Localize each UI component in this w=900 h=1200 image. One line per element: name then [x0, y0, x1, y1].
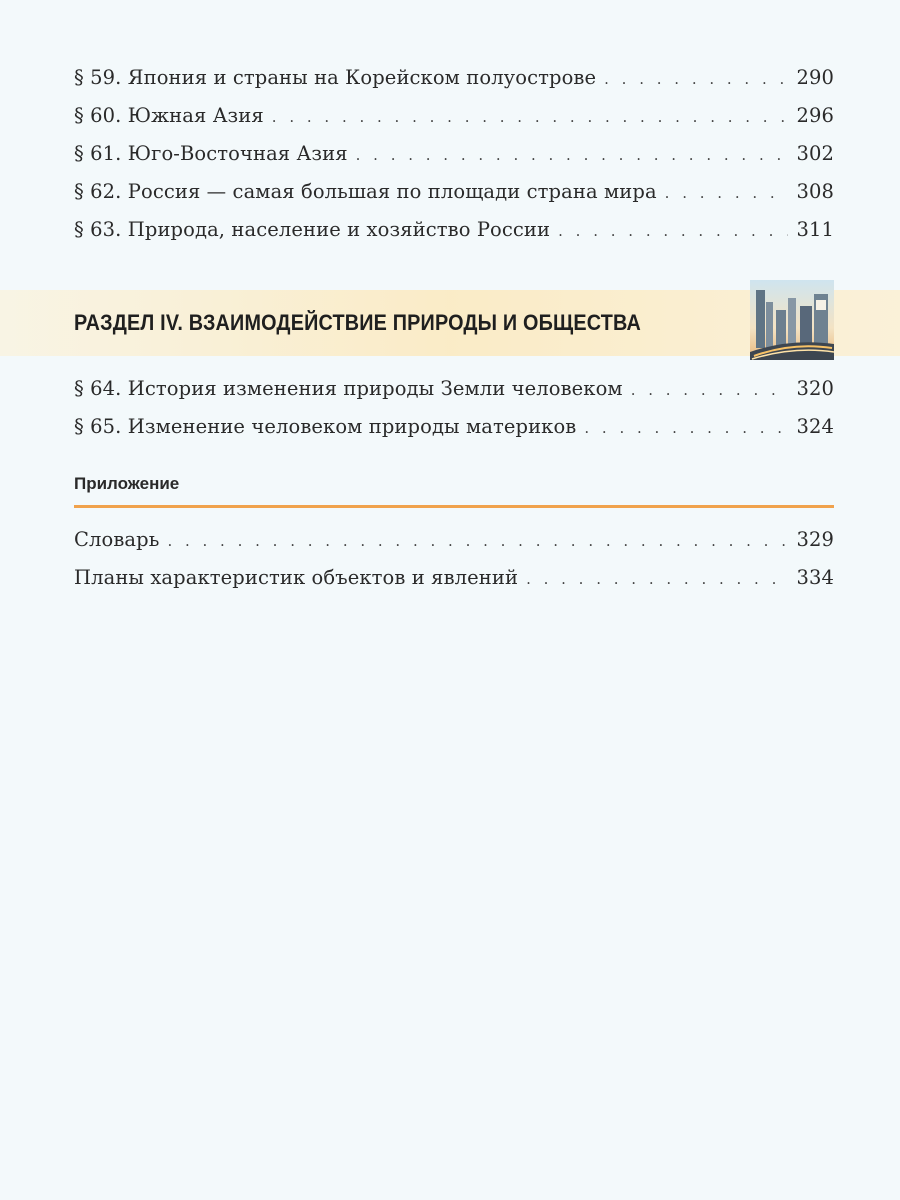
- toc-entry[interactable]: [74, 142, 834, 180]
- dot-leader: [631, 381, 789, 399]
- toc-block-paragraphs-59-63: [74, 66, 834, 256]
- toc-entry[interactable]: [74, 104, 834, 142]
- toc-entry-title: § 65. Изменение человеком природы материков: [74, 415, 577, 438]
- dot-leader: [584, 419, 788, 437]
- toc-entry-page: 290: [796, 66, 834, 89]
- appendix-heading[interactable]: Приложение: [74, 474, 180, 493]
- dot-leader: [526, 570, 788, 588]
- dot-leader: [356, 146, 789, 164]
- toc-entry[interactable]: [74, 377, 834, 415]
- toc-entry[interactable]: [74, 566, 834, 604]
- toc-entry-title: § 60. Южная Азия: [74, 104, 264, 127]
- dot-leader: [665, 184, 789, 202]
- toc-entry-page: 311: [796, 218, 834, 241]
- dot-leader: [558, 222, 788, 240]
- dot-leader: [167, 532, 788, 550]
- appendix-divider: [74, 505, 834, 508]
- toc-entry-page: 320: [796, 377, 834, 400]
- toc-entry-title: § 62. Россия — самая большая по площади страна мира: [74, 180, 657, 203]
- toc-entry-page: 329: [796, 528, 834, 551]
- toc-entry[interactable]: [74, 218, 834, 256]
- section-heading[interactable]: РАЗДЕЛ IV. ВЗАИМОДЕЙСТВИЕ ПРИРОДЫ И ОБЩЕСТВА: [74, 310, 641, 335]
- dot-leader: [272, 108, 789, 126]
- toc-entry[interactable]: [74, 66, 834, 104]
- toc-entry-title: § 59. Япония и страны на Корейском полуострове: [74, 66, 597, 89]
- toc-block-paragraphs-64-65: [74, 377, 834, 453]
- toc-entry-title: Планы характеристик объектов и явлений: [74, 566, 519, 589]
- toc-entry-page: 324: [796, 415, 834, 438]
- toc-entry-title: Словарь: [74, 528, 160, 551]
- toc-entry-page: 334: [796, 566, 834, 589]
- toc-entry-title: § 61. Юго-Восточная Азия: [74, 142, 348, 165]
- toc-entry-page: 302: [796, 142, 834, 165]
- dot-leader: [604, 70, 788, 88]
- city-skyline-photo: [750, 280, 834, 360]
- toc-block-appendix: [74, 528, 834, 604]
- toc-entry-page: 296: [796, 104, 834, 127]
- toc-entry-title: § 64. История изменения природы Земли человеком: [74, 377, 623, 400]
- toc-entry[interactable]: [74, 180, 834, 218]
- toc-entry-page: 308: [796, 180, 834, 203]
- toc-entry[interactable]: [74, 528, 834, 566]
- toc-entry-title: § 63. Природа, население и хозяйство России: [74, 218, 551, 241]
- toc-entry[interactable]: [74, 415, 834, 453]
